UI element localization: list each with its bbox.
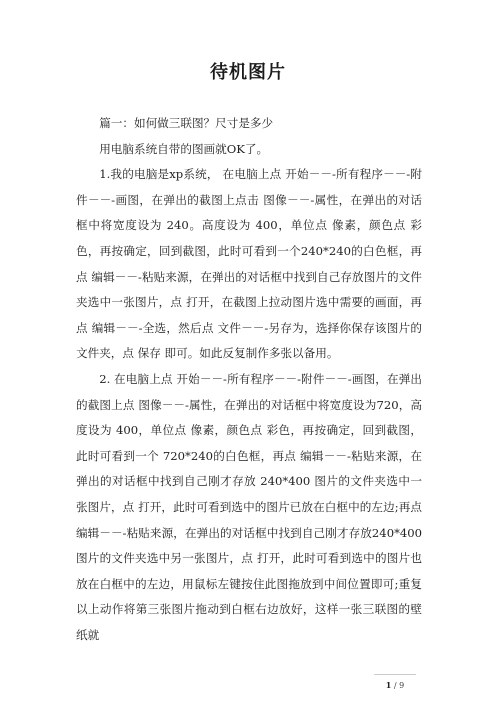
page-title: 待机图片	[210, 62, 286, 83]
total-pages: 9	[399, 681, 405, 690]
footer-divider	[374, 674, 416, 675]
paragraph-step-2: 2. 在电脑上点 开始－－-所有程序－－-附件－－-画图，在弹出的截图上点 图像－－-属性，在弹出的对话框中将宽度设为720，高度设为 400，单位点 像素，颜色点 彩色，再按确定，回到截图，此时可看到一个 720*240的白色框，再点 编辑－－-粘贴来源，在弹出的对话框中找到自己刚才存放 240*400 图片的文件夹选中一张图片，点 打开，此时可看到选中的图片已放在白框中的左边;再点 编辑－－-粘贴来源，在弹出的对话框中找到自己刚才存放240*400图片的文件夹选中另一张图片，点 打开，此时可看到选中的图片也放在白框中的左边，用鼠标左键按住此图拖放到中间位置即可;重复以上动作将第三张图片拖动到白框右边放好，这样一张三联图的壁纸就	[76, 371, 422, 642]
document-body	[76, 111, 422, 648]
paragraph-heading: 篇一：如何做三联图？尺寸是多少	[99, 116, 274, 130]
current-page: 1	[385, 680, 392, 690]
page-separator: /	[391, 681, 400, 690]
paragraph-step-1: 1.我的电脑是xp系统， 在电脑上点 开始－－-所有程序－－-附件－－-画图，在弹出的截图上点击 图像－－-属性，在弹出的对话框中将宽度设为 240。高度设为 400，单位点 像素，颜色点 彩色，再按确定，回到截图，此时可看到一个240*240的白色框，再点 编辑－－-粘贴来源，在弹出的对话框中找到自己存放图片的文件夹选中一张图片，点 打开，在截图上拉动图片选中需要的画面，再点 编辑－－-全选，然后点 文件－－-另存为，选择你保存该图片的文件夹，点 保存 即可。如此反复制作多张以备用。	[76, 167, 422, 361]
page-number	[380, 677, 410, 693]
paragraph-intro: 用电脑系统自带的图画就OK了。	[99, 141, 269, 156]
